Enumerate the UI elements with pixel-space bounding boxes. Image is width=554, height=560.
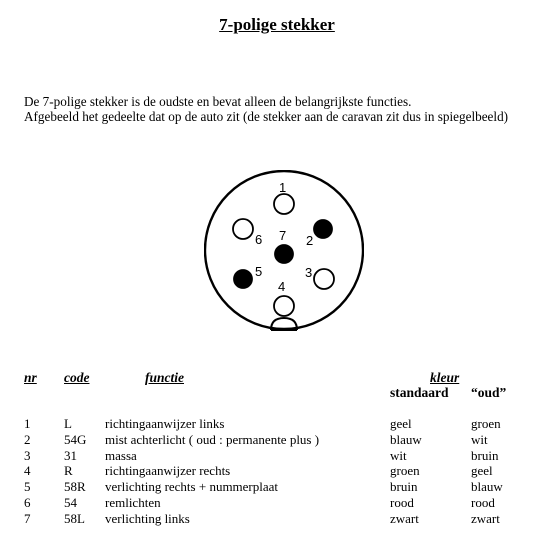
cell-oud: bruin [471,447,499,463]
intro-line-2: Afgebeeld het gedeelte dat op de auto zit (de stekker aan de caravan zit dus in spiegelbeeld) [24,109,509,124]
cell-oud: zwart [471,510,500,526]
table-row [0,416,554,432]
table-row [0,432,554,448]
pin-1 [274,194,294,214]
cell-code: L [64,416,72,431]
cell-nr: 5 [24,479,31,495]
cell-standaard: bruin [390,479,418,495]
cell-functie: remlichten [105,495,161,510]
table-row [0,463,554,479]
table-row [0,479,554,495]
cell-nr: 3 [24,447,31,463]
pin-label-2: 2 [306,233,314,248]
table-row [0,495,554,511]
header-functie: functie [145,370,184,385]
cell-oud: blauw [471,479,503,495]
cell-standaard: groen [390,463,420,479]
pin-label-3: 3 [305,265,313,280]
header-kleur: kleur [430,370,460,385]
pin-6 [233,219,253,239]
intro-text [24,94,508,124]
cell-oud: rood [471,495,495,510]
cell-nr: 4 [24,463,31,479]
cell-code: 31 [64,447,77,463]
header-oud: “oud” [471,385,507,400]
intro-line-1: De 7-polige stekker is de oudste en bevat alleen de belangrijkste functies. [24,94,412,109]
cell-functie: richtingaanwijzer links [105,416,225,431]
cell-standaard: zwart [390,510,419,526]
pin-label-7: 7 [279,228,287,243]
cell-nr: 7 [24,510,31,526]
cell-standaard: rood [390,495,414,510]
cell-standaard: geel [390,416,412,431]
cell-code: 58L [64,510,85,526]
cell-code: R [64,463,73,479]
connector-diagram [204,170,364,340]
pin-3 [314,269,334,289]
cell-oud: wit [471,431,488,447]
cell-code: 54 [64,495,77,510]
pin-5 [234,270,252,288]
header-standaard: standaard [390,385,449,400]
cell-functie: richtingaanwijzer rechts [105,463,231,479]
cell-code: 58R [64,479,86,495]
table-row [0,448,554,464]
cell-nr: 2 [24,431,31,447]
cell-functie: mist achterlicht ( oud : permanente plus ) [105,431,320,447]
cell-standaard: blauw [390,431,422,447]
cell-nr: 6 [24,495,31,510]
cell-oud: geel [471,463,493,479]
pin-label-1: 1 [279,180,287,195]
cell-oud: groen [471,416,501,431]
cell-functie: verlichting rechts + nummerplaat [105,479,279,495]
pin-7 [275,245,293,263]
page-title: 7-polige stekker [219,15,335,34]
cell-functie: verlichting links [105,510,190,526]
cell-nr: 1 [24,416,31,431]
header-nr: nr [24,370,37,385]
cell-functie: massa [105,447,137,463]
pin-label-6: 6 [255,232,263,247]
pin-4 [274,296,294,316]
pin-label-5: 5 [255,264,263,279]
header-code: code [64,370,90,385]
pin-2 [314,220,332,238]
pin-label-4: 4 [278,279,286,294]
cell-code: 54G [64,431,87,447]
cell-standaard: wit [390,447,407,463]
table-row [0,511,554,527]
